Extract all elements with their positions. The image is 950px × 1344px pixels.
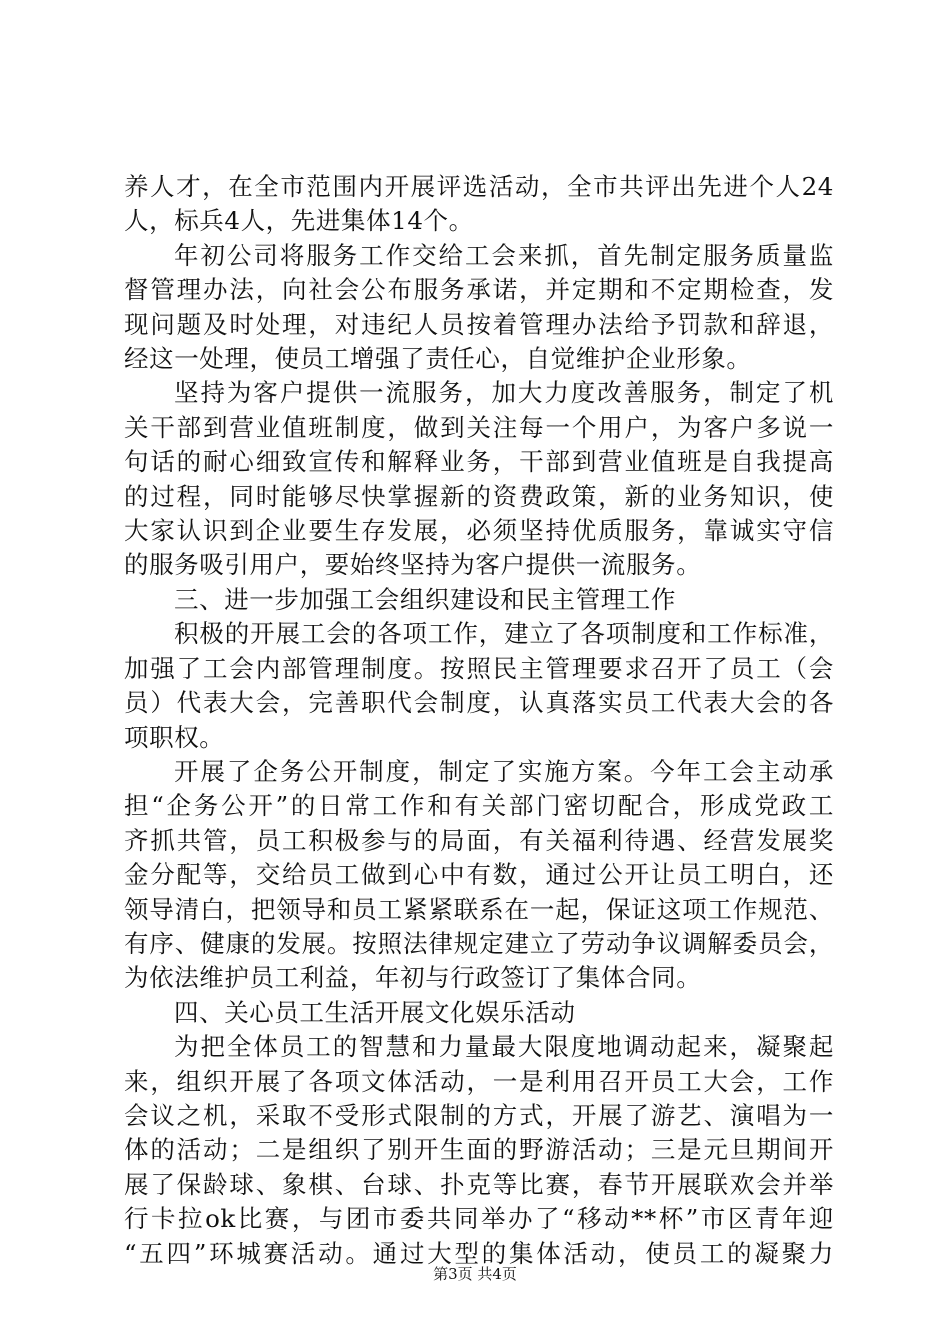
paragraph-first-line: 积极的开展工会的各项工作，建立了各项制度和工作标准， xyxy=(174,619,834,649)
body-line: 行卡拉ok比赛，与团市委共同举办了“移动**杯”市区青年迎 xyxy=(124,1204,834,1234)
body-line: 句话的耐心细致宣传和解释业务，干部到营业值班是自我提高 xyxy=(124,447,834,477)
body-line: 领导清白，把领导和员工紧紧联系在一起，保证这项工作规范、 xyxy=(124,894,834,924)
body-line: 加强了工会内部管理制度。按照民主管理要求召开了员工（会 xyxy=(124,653,834,683)
body-line: 经这一处理，使员工增强了责任心，自觉维护企业形象。 xyxy=(124,344,752,374)
body-line: 有序、健康的发展。按照法律规定建立了劳动争议调解委员会， xyxy=(124,928,834,958)
body-line: 为依法维护员工利益，年初与行政签订了集体合同。 xyxy=(124,963,702,993)
body-line: 督管理办法，向社会公布服务承诺，并定期和不定期检查，发 xyxy=(124,275,834,305)
document-body xyxy=(124,170,834,1271)
section-heading: 四、关心员工生活开展文化娱乐活动 xyxy=(174,997,576,1027)
section-heading: 三、进一步加强工会组织建设和民主管理工作 xyxy=(174,584,676,614)
paragraph-first-line: 开展了企务公开制度，制定了实施方案。今年工会主动承 xyxy=(174,756,834,786)
body-line: 展了保龄球、象棋、台球、扑克等比赛，春节开展联欢会并举 xyxy=(124,1169,834,1199)
body-line: 的过程，同时能够尽快掌握新的资费政策，新的业务知识，使 xyxy=(124,481,834,511)
body-line: 的服务吸引用户，要始终坚持为客户提供一流服务。 xyxy=(124,550,702,580)
body-line: 来，组织开展了各项文体活动，一是利用召开员工大会，工作 xyxy=(124,1066,834,1096)
paragraph-first-line: 坚持为客户提供一流服务，加大力度改善服务，制定了机 xyxy=(174,378,834,408)
paragraph-first-line: 年初公司将服务工作交给工会来抓，首先制定服务质量监 xyxy=(174,240,834,270)
body-line: 关干部到营业值班制度，做到关注每一个用户，为客户多说一 xyxy=(124,412,834,442)
body-line: 现问题及时处理，对违纪人员按着管理办法给予罚款和辞退， xyxy=(124,309,834,339)
body-line: 养人才，在全市范围内开展评选活动，全市共评出先进个人24 xyxy=(124,172,834,201)
body-line: “五四”环城赛活动。通过大型的集体活动，使员工的凝聚力 xyxy=(124,1238,834,1268)
body-line: 大家认识到企业要生存发展，必须坚持优质服务，靠诚实守信 xyxy=(124,516,834,546)
body-line: 体的活动；二是组织了别开生面的野游活动；三是元旦期间开 xyxy=(124,1135,834,1165)
page-number-footer: 第3页 共4页 xyxy=(433,1265,517,1283)
body-line: 齐抓共管，员工积极参与的局面，有关福利待遇、经营发展奖 xyxy=(124,825,834,855)
body-line: 会议之机，采取不受形式限制的方式，开展了游艺、演唱为一 xyxy=(124,1100,834,1130)
body-line: 员）代表大会，完善职代会制度，认真落实员工代表大会的各 xyxy=(124,688,834,718)
body-line: 金分配等，交给员工做到心中有数，通过公开让员工明白，还 xyxy=(124,860,834,890)
body-line: 项职权。 xyxy=(124,722,225,752)
paragraph-first-line: 为把全体员工的智慧和力量最大限度地调动起来，凝聚起 xyxy=(174,1032,834,1062)
body-line: 担“企务公开”的日常工作和有关部门密切配合，形成党政工 xyxy=(124,791,834,821)
body-line: 人，标兵4人，先进集体14个。 xyxy=(124,206,474,236)
